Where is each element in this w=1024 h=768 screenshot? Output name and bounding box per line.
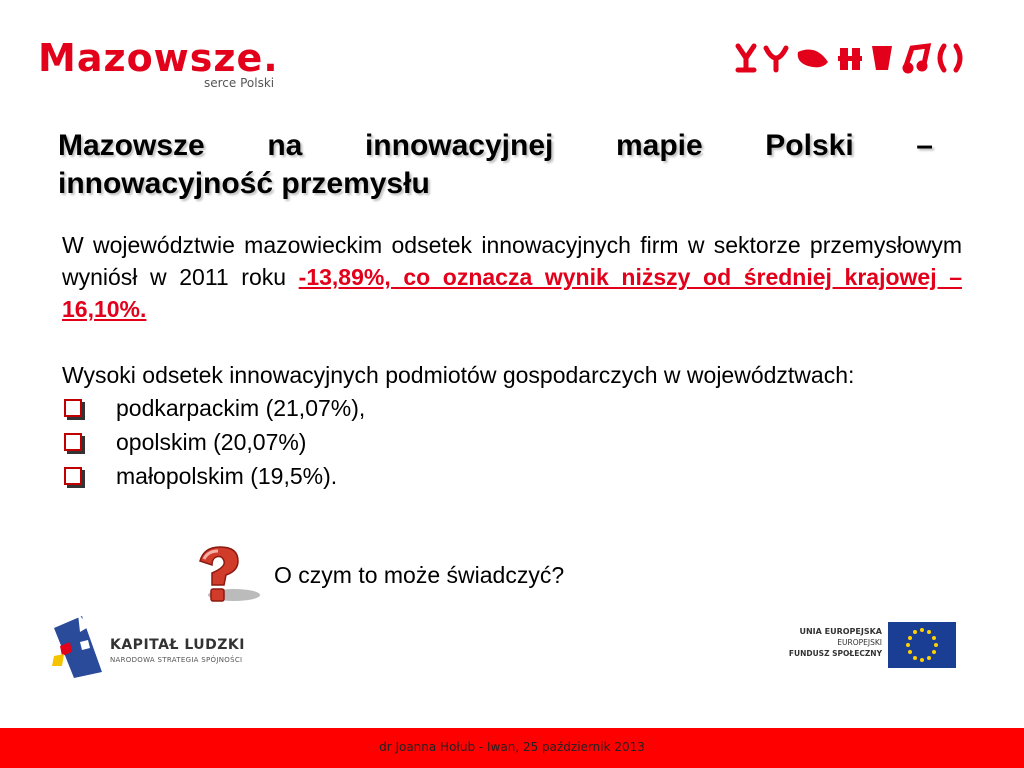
eu-flag-icon: [888, 622, 956, 668]
title-line-2: innowacyjność przemysłu: [58, 167, 430, 200]
title-word: –: [916, 129, 933, 162]
logo-tagline: serce Polski: [204, 76, 275, 90]
list-item-text: podkarpackim (21,07%),: [116, 395, 366, 421]
kapital-subtitle: NARODOWA STRATEGIA SPÓJNOŚCI: [110, 656, 243, 664]
question-mark-icon: [192, 545, 262, 607]
list-item: [62, 459, 962, 493]
title-word: Polski: [765, 129, 854, 162]
title-line-1: [58, 127, 933, 165]
voivodeship-list: [62, 391, 962, 493]
square-bullet-icon: [64, 467, 82, 485]
footer-bar: [0, 728, 1024, 768]
kapital-title: KAPITAŁ LUDZKI: [110, 637, 245, 653]
kapital-ludzki-logo: [50, 612, 280, 682]
list-item-text: małopolskim (19,5%).: [116, 463, 338, 489]
list-item-text: opolskim (20,07%): [116, 429, 307, 455]
paragraph-text: W województwie mazowieckim odsetek innowacyjnych firm w sektorze przemysłowym wyniósł w 2011 roku: [62, 232, 962, 290]
kapital-ludzki-emblem-icon: [50, 612, 106, 682]
slide-title: [58, 127, 933, 203]
highlight-statistic: -13,89%, co oznacza wynik niższy od średniej krajowej – 16,10%.: [62, 264, 962, 322]
eu-line: UNIA EUROPEJSKA: [799, 627, 882, 636]
square-bullet-icon: [64, 433, 82, 451]
culture-pictogram-icons: [732, 38, 987, 78]
paragraph-high-rate: Wysoki odsetek innowacyjnych podmiotów gospodarczych w województwach:: [62, 362, 855, 388]
paragraph-innovation-rate: [62, 229, 962, 325]
footer-text: dr Joanna Hołub - Iwan, 25 październik 2013: [379, 740, 645, 754]
title-word: mapie: [615, 129, 703, 162]
eu-line: FUNDUSZ SPOŁECZNY: [788, 649, 882, 658]
eu-social-fund-logo: [780, 622, 960, 670]
title-word: Mazowsze: [58, 129, 205, 162]
question-text: O czym to może świadczyć?: [274, 562, 565, 588]
eu-text-block: [789, 626, 882, 659]
title-word: na: [267, 129, 303, 162]
list-item: [62, 425, 962, 459]
square-bullet-icon: [64, 399, 82, 417]
list-item: [62, 391, 962, 425]
slide-body: [62, 229, 962, 493]
title-word: innowacyjnej: [364, 129, 554, 162]
logo-wordmark: Mazowsze.: [38, 36, 279, 80]
eu-line: EUROPEJSKI: [837, 638, 882, 647]
mazowsze-logo: [38, 36, 298, 96]
